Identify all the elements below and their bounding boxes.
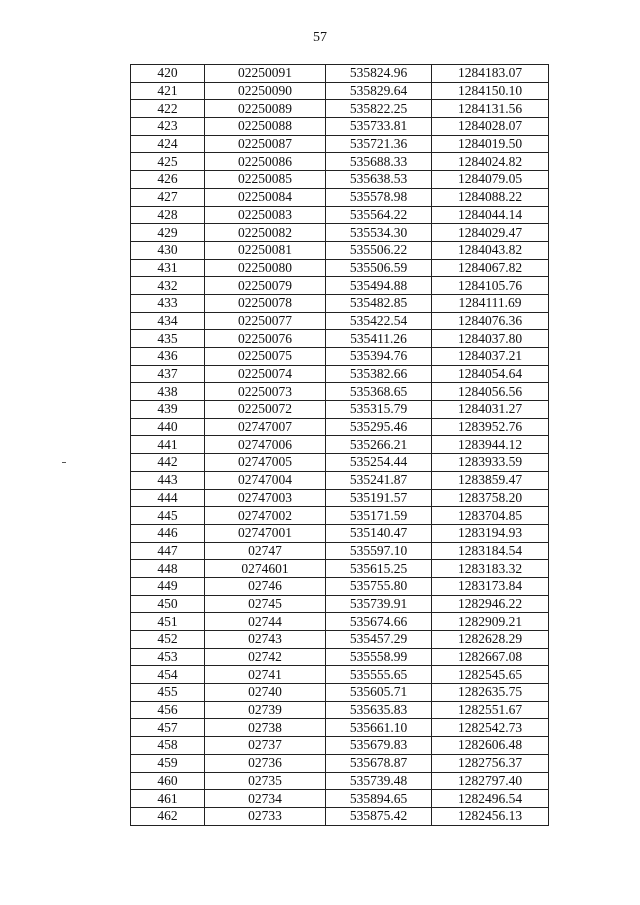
table-row [131, 312, 549, 330]
code-cell: 02250072 [205, 401, 326, 419]
table-row [131, 118, 549, 136]
point-number-cell: 455 [131, 684, 205, 702]
code-cell: 02738 [205, 719, 326, 737]
x-coordinate-cell: 535394.76 [326, 348, 432, 366]
y-coordinate-cell: 1283933.59 [432, 454, 549, 472]
code-cell: 02747006 [205, 436, 326, 454]
point-number-cell: 456 [131, 701, 205, 719]
table-row [131, 701, 549, 719]
point-number-cell: 438 [131, 383, 205, 401]
table-row [131, 241, 549, 259]
point-number-cell: 436 [131, 348, 205, 366]
table-row [131, 153, 549, 171]
code-cell: 02250090 [205, 82, 326, 100]
page-number: 57 [313, 30, 327, 45]
y-coordinate-cell: 1283184.54 [432, 542, 549, 560]
point-number-cell: 432 [131, 277, 205, 295]
table-row [131, 577, 549, 595]
y-coordinate-cell: 1284054.64 [432, 365, 549, 383]
code-cell: 02737 [205, 737, 326, 755]
table-row [131, 790, 549, 808]
y-coordinate-cell: 1282606.48 [432, 737, 549, 755]
table-row [131, 365, 549, 383]
y-coordinate-cell: 1283183.32 [432, 560, 549, 578]
point-number-cell: 446 [131, 524, 205, 542]
point-number-cell: 429 [131, 224, 205, 242]
point-number-cell: 451 [131, 613, 205, 631]
point-number-cell: 420 [131, 65, 205, 83]
point-number-cell: 434 [131, 312, 205, 330]
x-coordinate-cell: 535494.88 [326, 277, 432, 295]
code-cell: 02747004 [205, 471, 326, 489]
y-coordinate-cell: 1283758.20 [432, 489, 549, 507]
point-number-cell: 454 [131, 666, 205, 684]
code-cell: 02250081 [205, 241, 326, 259]
table-row [131, 542, 549, 560]
table-row [131, 330, 549, 348]
code-cell: 02735 [205, 772, 326, 790]
point-number-cell: 424 [131, 135, 205, 153]
table-row [131, 171, 549, 189]
code-cell: 02250082 [205, 224, 326, 242]
code-cell: 02743 [205, 631, 326, 649]
code-cell: 02747002 [205, 507, 326, 525]
y-coordinate-cell: 1284111.69 [432, 294, 549, 312]
y-coordinate-cell: 1284044.14 [432, 206, 549, 224]
table-row [131, 631, 549, 649]
table-row [131, 418, 549, 436]
code-cell: 02250079 [205, 277, 326, 295]
y-coordinate-cell: 1284150.10 [432, 82, 549, 100]
stray-mark [62, 462, 66, 463]
y-coordinate-cell: 1284019.50 [432, 135, 549, 153]
point-number-cell: 462 [131, 807, 205, 825]
x-coordinate-cell: 535822.25 [326, 100, 432, 118]
table-row [131, 524, 549, 542]
coordinates-table [130, 64, 549, 826]
x-coordinate-cell: 535597.10 [326, 542, 432, 560]
table-row [131, 454, 549, 472]
x-coordinate-cell: 535739.48 [326, 772, 432, 790]
point-number-cell: 437 [131, 365, 205, 383]
table-row [131, 294, 549, 312]
table-row [131, 719, 549, 737]
y-coordinate-cell: 1282946.22 [432, 595, 549, 613]
y-coordinate-cell: 1284067.82 [432, 259, 549, 277]
point-number-cell: 425 [131, 153, 205, 171]
code-cell: 02250086 [205, 153, 326, 171]
y-coordinate-cell: 1284056.56 [432, 383, 549, 401]
table-row [131, 613, 549, 631]
x-coordinate-cell: 535578.98 [326, 188, 432, 206]
table-row [131, 666, 549, 684]
y-coordinate-cell: 1284031.27 [432, 401, 549, 419]
code-cell: 02745 [205, 595, 326, 613]
table-row [131, 82, 549, 100]
y-coordinate-cell: 1282551.67 [432, 701, 549, 719]
y-coordinate-cell: 1283704.85 [432, 507, 549, 525]
code-cell: 02739 [205, 701, 326, 719]
table-row [131, 737, 549, 755]
y-coordinate-cell: 1282667.08 [432, 648, 549, 666]
code-cell: 02746 [205, 577, 326, 595]
x-coordinate-cell: 535635.83 [326, 701, 432, 719]
point-number-cell: 460 [131, 772, 205, 790]
code-cell: 02250083 [205, 206, 326, 224]
y-coordinate-cell: 1284037.21 [432, 348, 549, 366]
y-coordinate-cell: 1282545.65 [432, 666, 549, 684]
y-coordinate-cell: 1284076.36 [432, 312, 549, 330]
x-coordinate-cell: 535605.71 [326, 684, 432, 702]
point-number-cell: 440 [131, 418, 205, 436]
table-row [131, 560, 549, 578]
code-cell: 02250088 [205, 118, 326, 136]
point-number-cell: 441 [131, 436, 205, 454]
y-coordinate-cell: 1284079.05 [432, 171, 549, 189]
x-coordinate-cell: 535241.87 [326, 471, 432, 489]
x-coordinate-cell: 535564.22 [326, 206, 432, 224]
x-coordinate-cell: 535678.87 [326, 754, 432, 772]
point-number-cell: 457 [131, 719, 205, 737]
table-row [131, 188, 549, 206]
code-cell: 02747005 [205, 454, 326, 472]
code-cell: 0274601 [205, 560, 326, 578]
point-number-cell: 442 [131, 454, 205, 472]
point-number-cell: 450 [131, 595, 205, 613]
y-coordinate-cell: 1283194.93 [432, 524, 549, 542]
point-number-cell: 435 [131, 330, 205, 348]
x-coordinate-cell: 535534.30 [326, 224, 432, 242]
y-coordinate-cell: 1284043.82 [432, 241, 549, 259]
y-coordinate-cell: 1283952.76 [432, 418, 549, 436]
table-row [131, 348, 549, 366]
point-number-cell: 444 [131, 489, 205, 507]
point-number-cell: 458 [131, 737, 205, 755]
table-row [131, 135, 549, 153]
point-number-cell: 461 [131, 790, 205, 808]
x-coordinate-cell: 535315.79 [326, 401, 432, 419]
table-row [131, 65, 549, 83]
y-coordinate-cell: 1284029.47 [432, 224, 549, 242]
table-row [131, 595, 549, 613]
x-coordinate-cell: 535191.57 [326, 489, 432, 507]
y-coordinate-cell: 1282797.40 [432, 772, 549, 790]
point-number-cell: 433 [131, 294, 205, 312]
table-row [131, 684, 549, 702]
table-row [131, 648, 549, 666]
x-coordinate-cell: 535140.47 [326, 524, 432, 542]
code-cell: 02250074 [205, 365, 326, 383]
point-number-cell: 448 [131, 560, 205, 578]
table-row [131, 436, 549, 454]
code-cell: 02250077 [205, 312, 326, 330]
code-cell: 02250080 [205, 259, 326, 277]
table-row [131, 489, 549, 507]
y-coordinate-cell: 1284088.22 [432, 188, 549, 206]
y-coordinate-cell: 1282635.75 [432, 684, 549, 702]
x-coordinate-cell: 535411.26 [326, 330, 432, 348]
x-coordinate-cell: 535674.66 [326, 613, 432, 631]
x-coordinate-cell: 535615.25 [326, 560, 432, 578]
x-coordinate-cell: 535506.59 [326, 259, 432, 277]
table-row [131, 754, 549, 772]
point-number-cell: 422 [131, 100, 205, 118]
x-coordinate-cell: 535733.81 [326, 118, 432, 136]
code-cell: 02250076 [205, 330, 326, 348]
code-cell: 02747003 [205, 489, 326, 507]
point-number-cell: 452 [131, 631, 205, 649]
code-cell: 02250084 [205, 188, 326, 206]
code-cell: 02250078 [205, 294, 326, 312]
y-coordinate-cell: 1284028.07 [432, 118, 549, 136]
point-number-cell: 447 [131, 542, 205, 560]
x-coordinate-cell: 535555.65 [326, 666, 432, 684]
x-coordinate-cell: 535457.29 [326, 631, 432, 649]
x-coordinate-cell: 535679.83 [326, 737, 432, 755]
code-cell: 02740 [205, 684, 326, 702]
table-row [131, 401, 549, 419]
x-coordinate-cell: 535829.64 [326, 82, 432, 100]
x-coordinate-cell: 535739.91 [326, 595, 432, 613]
table-row [131, 772, 549, 790]
point-number-cell: 439 [131, 401, 205, 419]
point-number-cell: 443 [131, 471, 205, 489]
x-coordinate-cell: 535171.59 [326, 507, 432, 525]
y-coordinate-cell: 1283859.47 [432, 471, 549, 489]
y-coordinate-cell: 1282456.13 [432, 807, 549, 825]
point-number-cell: 421 [131, 82, 205, 100]
point-number-cell: 449 [131, 577, 205, 595]
table-row [131, 224, 549, 242]
y-coordinate-cell: 1282542.73 [432, 719, 549, 737]
point-number-cell: 428 [131, 206, 205, 224]
code-cell: 02747001 [205, 524, 326, 542]
y-coordinate-cell: 1282496.54 [432, 790, 549, 808]
x-coordinate-cell: 535506.22 [326, 241, 432, 259]
code-cell: 02250085 [205, 171, 326, 189]
table-row [131, 277, 549, 295]
point-number-cell: 431 [131, 259, 205, 277]
x-coordinate-cell: 535875.42 [326, 807, 432, 825]
x-coordinate-cell: 535422.54 [326, 312, 432, 330]
y-coordinate-cell: 1282756.37 [432, 754, 549, 772]
x-coordinate-cell: 535721.36 [326, 135, 432, 153]
x-coordinate-cell: 535688.33 [326, 153, 432, 171]
table-row [131, 807, 549, 825]
code-cell: 02250087 [205, 135, 326, 153]
y-coordinate-cell: 1284183.07 [432, 65, 549, 83]
point-number-cell: 423 [131, 118, 205, 136]
table-row [131, 259, 549, 277]
code-cell: 02747 [205, 542, 326, 560]
x-coordinate-cell: 535638.53 [326, 171, 432, 189]
x-coordinate-cell: 535295.46 [326, 418, 432, 436]
point-number-cell: 426 [131, 171, 205, 189]
x-coordinate-cell: 535558.99 [326, 648, 432, 666]
code-cell: 02747007 [205, 418, 326, 436]
x-coordinate-cell: 535382.66 [326, 365, 432, 383]
y-coordinate-cell: 1284131.56 [432, 100, 549, 118]
table-row [131, 471, 549, 489]
table-row [131, 206, 549, 224]
code-cell: 02250091 [205, 65, 326, 83]
y-coordinate-cell: 1282628.29 [432, 631, 549, 649]
code-cell: 02250089 [205, 100, 326, 118]
y-coordinate-cell: 1282909.21 [432, 613, 549, 631]
x-coordinate-cell: 535482.85 [326, 294, 432, 312]
x-coordinate-cell: 535254.44 [326, 454, 432, 472]
y-coordinate-cell: 1284105.76 [432, 277, 549, 295]
y-coordinate-cell: 1283173.84 [432, 577, 549, 595]
code-cell: 02734 [205, 790, 326, 808]
code-cell: 02736 [205, 754, 326, 772]
coordinates-table-body [131, 65, 549, 826]
y-coordinate-cell: 1284024.82 [432, 153, 549, 171]
x-coordinate-cell: 535894.65 [326, 790, 432, 808]
y-coordinate-cell: 1284037.80 [432, 330, 549, 348]
code-cell: 02250073 [205, 383, 326, 401]
table-row [131, 507, 549, 525]
x-coordinate-cell: 535755.80 [326, 577, 432, 595]
y-coordinate-cell: 1283944.12 [432, 436, 549, 454]
x-coordinate-cell: 535824.96 [326, 65, 432, 83]
point-number-cell: 459 [131, 754, 205, 772]
table-row [131, 100, 549, 118]
point-number-cell: 427 [131, 188, 205, 206]
point-number-cell: 453 [131, 648, 205, 666]
code-cell: 02250075 [205, 348, 326, 366]
x-coordinate-cell: 535266.21 [326, 436, 432, 454]
code-cell: 02741 [205, 666, 326, 684]
table-row [131, 383, 549, 401]
code-cell: 02742 [205, 648, 326, 666]
code-cell: 02733 [205, 807, 326, 825]
code-cell: 02744 [205, 613, 326, 631]
point-number-cell: 445 [131, 507, 205, 525]
x-coordinate-cell: 535661.10 [326, 719, 432, 737]
point-number-cell: 430 [131, 241, 205, 259]
x-coordinate-cell: 535368.65 [326, 383, 432, 401]
